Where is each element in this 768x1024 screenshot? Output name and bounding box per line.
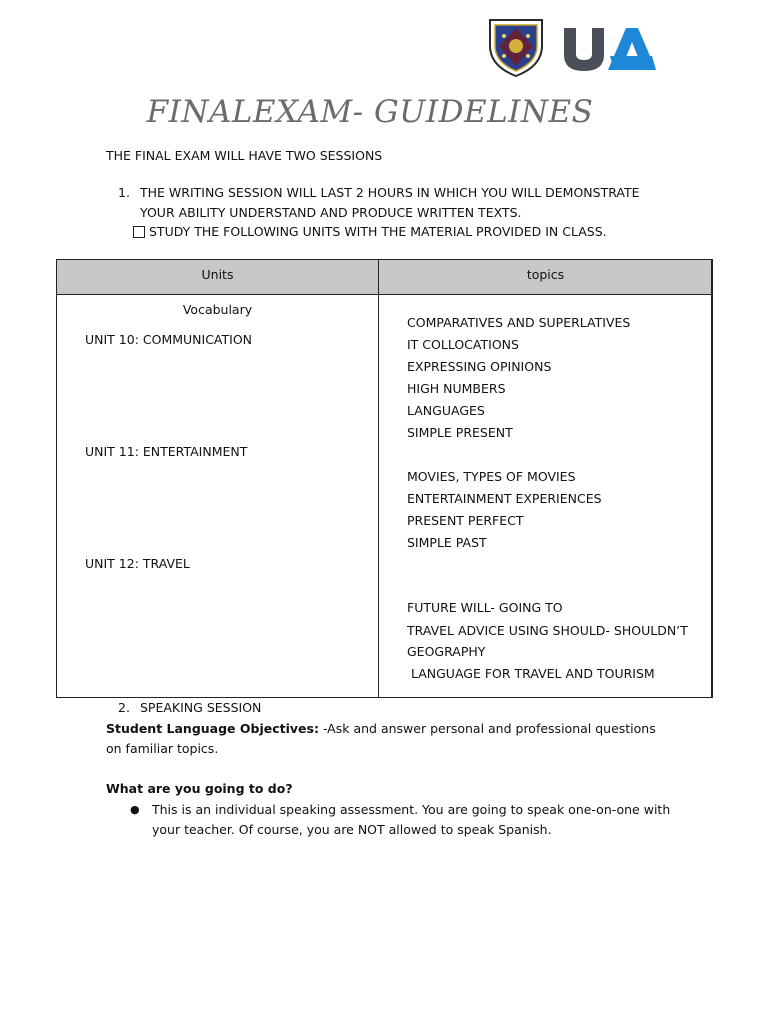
vocabulary-label: Vocabulary [182,302,253,317]
topic-geography: GEOGRAPHY [407,644,486,659]
units-topics-table [56,259,713,698]
topic-languages: LANGUAGES [407,403,485,418]
unit-10: UNIT 10: COMMUNICATION [85,332,253,347]
topic-present-perfect: PRESENT PERFECT [407,513,524,528]
speaking-session-title: SPEAKING SESSION [140,700,262,715]
table-column-divider [378,260,379,697]
topic-comparatives: COMPARATIVES AND SUPERLATIVES [407,315,631,330]
topic-future: FUTURE WILL- GOING TO [407,600,563,615]
table-header-units: Units [201,267,234,282]
what-heading: What are you going to do? [106,781,293,796]
bullet-icon: ● [130,803,140,816]
document-title: FINALEXAM- GUIDELINES [146,94,594,130]
objectives-label: Student Language Objectives: [106,721,319,736]
topic-expressing-opinions: EXPRESSING OPINIONS [407,359,552,374]
list-number-1: 1. [118,185,130,200]
bullet-item-text: This is an individual speaking assessment. You are going to speak one-on-one with your teacher. Of course, you are NOT allowed to speak Spanish. [152,802,671,837]
study-checkbox-item [133,222,607,242]
checkbox-icon [133,226,145,238]
topic-entertainment-experiences: ENTERTAINMENT EXPERIENCES [407,491,602,506]
table-header-topics: topics [526,267,565,282]
objectives-text: -Ask and answer personal and professional questions on familiar topics. [106,721,656,756]
intro-text: THE FINAL EXAM WILL HAVE TWO SESSIONS [106,148,383,163]
unit-11: UNIT 11: ENTERTAINMENT [85,444,248,459]
topic-it-collocations: IT COLLOCATIONS [407,337,519,352]
language-objectives [106,719,666,758]
writing-session-text: THE WRITING SESSION WILL LAST 2 HOURS IN WHICH YOU WILL DEMONSTRATE YOUR ABILITY UNDERSTAND AND PRODUCE WRITTEN TEXTS. [140,185,640,220]
topic-movies: MOVIES, TYPES OF MOVIES [407,469,576,484]
checkbox-item-label: STUDY THE FOLLOWING UNITS WITH THE MATERIAL PROVIDED IN CLASS. [149,224,607,239]
header-logos [484,16,659,78]
ua-brand-logo [562,26,656,72]
topic-high-numbers: HIGH NUMBERS [407,381,506,396]
topic-simple-present: SIMPLE PRESENT [407,425,513,440]
topic-travel-advice: TRAVEL ADVICE USING SHOULD- SHOULDN’T [407,623,688,638]
unit-12: UNIT 12: TRAVEL [85,556,190,571]
topic-language-travel: LANGUAGE FOR TRAVEL AND TOURISM [407,666,655,681]
university-crest-logo [484,16,548,78]
topic-simple-past: SIMPLE PAST [407,535,487,550]
list-number-2: 2. [118,700,130,715]
